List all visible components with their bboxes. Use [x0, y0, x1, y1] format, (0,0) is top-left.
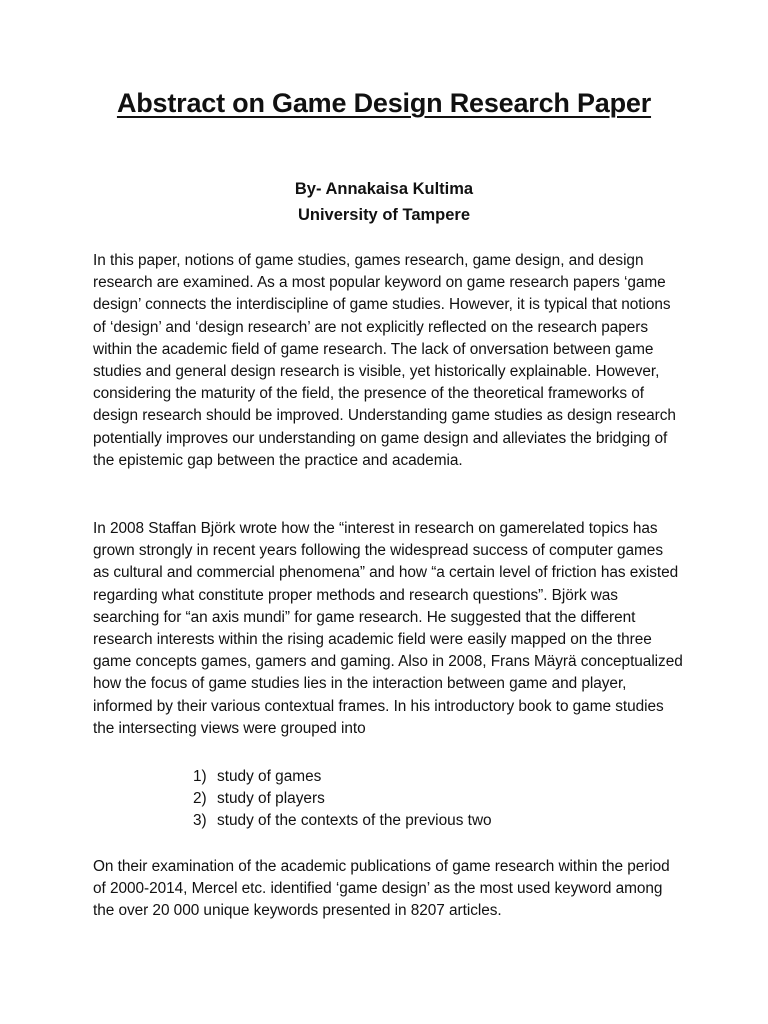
abstract-paragraph-1 [93, 250, 683, 472]
author-affiliation: University of Tampere [297, 206, 471, 224]
list-item-number: 1) [193, 768, 207, 785]
list-item-text: study of the contexts of the previous two [217, 812, 492, 830]
list-item-text: study of players [217, 790, 325, 808]
abstract-paragraph-3 [93, 856, 683, 923]
list-item-number: 3) [193, 812, 207, 830]
paragraph-text: In 2008 Staffan Björk wrote how the “interest in research on gamerelated topics has grown strongly in recent years following the widespread success of computer games as cultural and commercial phenomena” and how “a certain level of friction has existed regarding what constitute proper methods and research questions”. Björk was searching for “an axis mundi” for game research. He suggested that the different research interests within the rising academic field were easily mapped on the three game concepts games, gamers and gaming. Also in 2008, Frans Mäyrä conceptualized how the focus of game studies lies in the interaction between game and player, informed by their various contextual frames. In his introductory book to game studies the intersecting views were grouped into [93, 520, 683, 737]
numbered-list [193, 766, 492, 833]
abstract-paragraph-2 [93, 518, 683, 740]
list-item [193, 766, 492, 788]
list-item [193, 788, 492, 810]
paragraph-text: On their examination of the academic publications of game research within the period of 2000-2014, Mercel etc. identified ‘game design’ as the most used keyword among the over 20 000 unique keywords presented in 8207 articles. [93, 858, 670, 920]
page-title: Abstract on Game Design Research Paper [116, 88, 652, 118]
paragraph-text: In this paper, notions of game studies, games research, game design, and design research are examined. As a most popular keyword on game research papers ‘game design’ connects the interdiscipline of game studies. However, it is typical that notions of ‘design’ and ‘design research’ are not explicitly reflected on the research papers within the academic field of game research. The lack of onversation between game studies and general design research is visible, yet historically explainable. However, considering the maturity of the field, the presence of the theoretical frameworks of design research should be improved. Understanding game studies as design research potentially improves our understanding on game design and alleviates the bridging of the epistemic gap between the practice and academia. [93, 252, 676, 469]
list-item-text: study of games [217, 768, 322, 785]
list-item-number: 2) [193, 790, 207, 808]
byline [0, 176, 768, 228]
list-item [193, 810, 492, 832]
author-name: By- Annakaisa Kultima [294, 180, 474, 198]
